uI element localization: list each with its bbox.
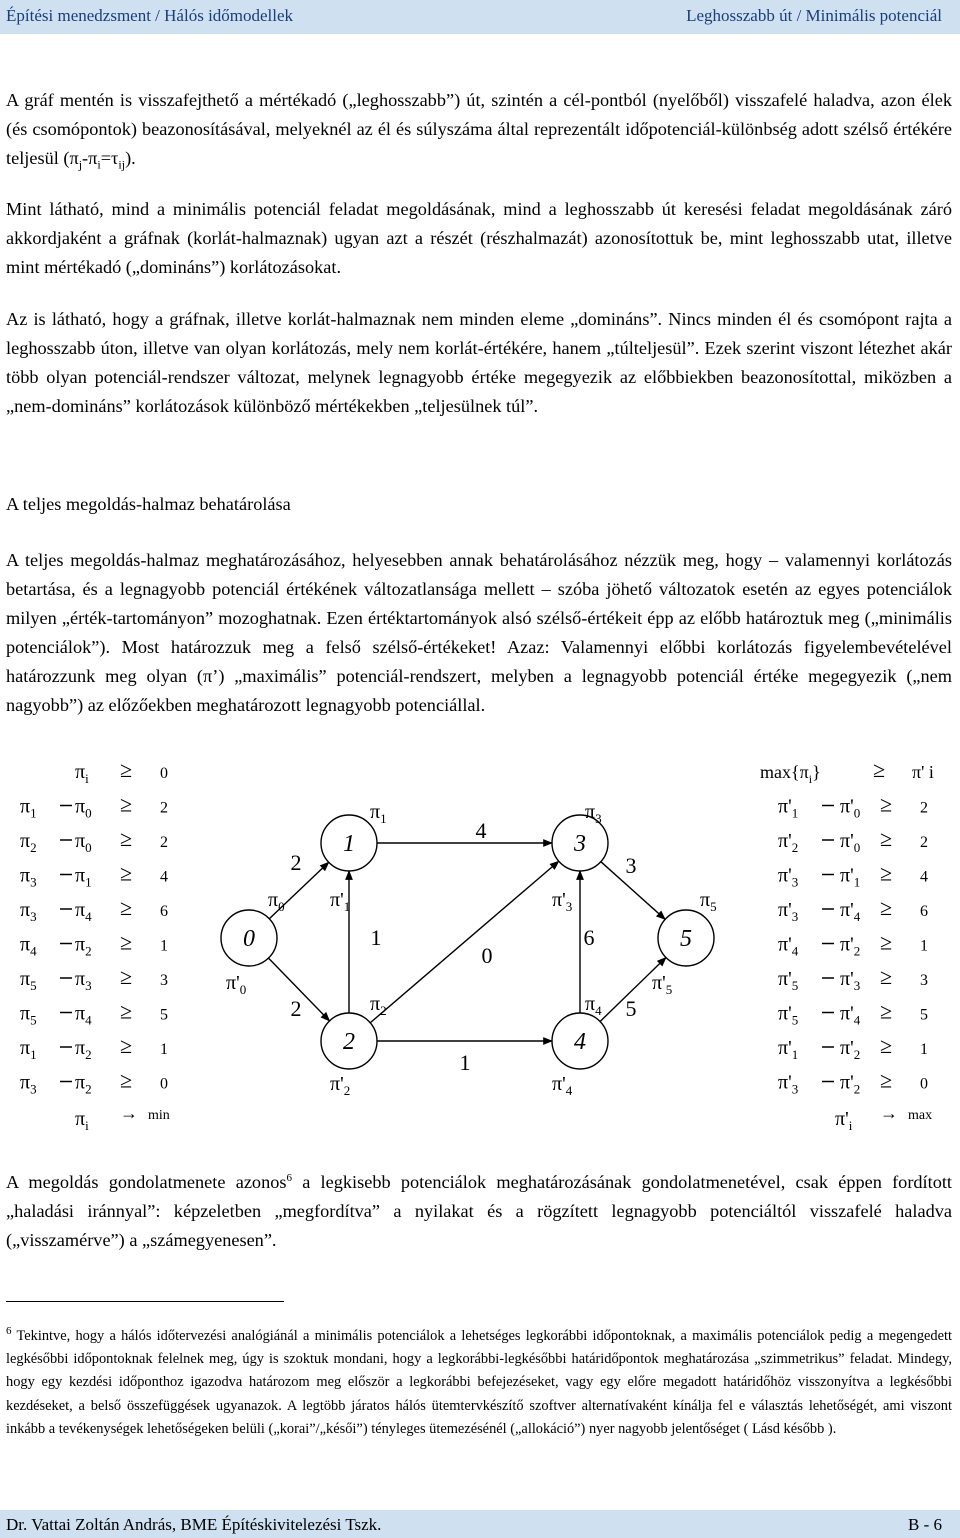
right-row-geq: ≥ (880, 791, 893, 817)
left-row-geq: ≥ (120, 998, 133, 1024)
edge-weight: 2 (290, 996, 302, 1021)
page-header (0, 0, 960, 34)
left-row-a: $\pi_1$ (20, 1037, 37, 1062)
right-row-a: $\pi'_4$ (778, 933, 799, 959)
left-header-geq: ≥ (120, 757, 133, 782)
paragraph-5: A megoldás gondolatmenete azonos$^6$ a legkisebb potenciálok meghatározásának gondolatmenetével, csak éppen fordított „haladási iránnyal”: képzeletben „megfordítva” a nyilakat és a rögzített legnagyobb potenciáltól visszafelé haladva („visszamérve”) a „számegyenesen”. (6, 1172, 953, 1251)
left-row-geq: ≥ (120, 929, 133, 955)
right-row-a: $\pi'_1$ (778, 1037, 799, 1062)
right-row-geq: ≥ (880, 1067, 893, 1093)
right-footer-pi: $\pi'_i$ (835, 1108, 853, 1133)
left-row-val: 0 (160, 1075, 168, 1093)
right-row-geq: ≥ (880, 860, 893, 886)
paragraph-3: Az is látható, hogy a gráfnak, illetve korlát-halmaznak nem minden eleme „domináns”. Nincs minden él és csomópont rajta a leghosszabb úton, illetve van olyan korlátozás, mely nem korlát-értékére, hanem „túlteljesül”. Ezek szerint viszont létezhet akár több olyan potenciál-rendszer változat, melynek legnagyobb értéke megegyezik az előbbiekben beazonosítottal, miközben a „nem-domináns” korlátozások különböző mértékekben „teljesülnek túl”. (6, 309, 952, 416)
node-pi-prime-label: $\pi'_5$ (652, 972, 673, 997)
left-row-b: $\pi_1$ (75, 864, 92, 890)
right-row-val: 1 (920, 937, 928, 955)
edge-weight: 3 (625, 853, 637, 878)
edge-weight: 6 (583, 925, 595, 950)
node-pi-label: $\pi_2$ (370, 993, 387, 1018)
left-row-b: $\pi_4$ (75, 899, 92, 924)
footer-left: Dr. Vattai Zoltán András, BME Építéskivitelezési Tszk. (6, 1515, 382, 1534)
edge-weight: 0 (481, 943, 493, 968)
left-row-val: 4 (160, 868, 168, 886)
right-row-b: $\pi'_1$ (840, 864, 861, 890)
left-row-val: 2 (160, 799, 168, 817)
right-row-val: 0 (920, 1075, 928, 1093)
left-header-lhs: $\pi_i$ (75, 761, 89, 786)
left-row-a: $\pi_4$ (20, 933, 37, 959)
footnote: $^6$ Tekintve, hogy a hálós időtervezési analógiánál a minimális potenciálok a lehetséges legkorábbi időpontoknak, a maximális potenciálok pedig a megengedett legkésőbbi időpontoknak felelnek meg, úgy is szoktuk mondani, hogy a legkorábbi-legkésőbbi határidőpontok meghatározása „szimmetrikus” feladat. Mindegy, hogy egy kezdési időponthoz igazodva határozom meg először a legkorábbi befejezéseket, vagy egy előre megadott határidőhöz visszonyítva a legkésőbbi kezdéseket, a belső összefüggések ugyanazok. A legtöbb járatos hálós ütemtervkészítő szoftver alternatívaként kínálja fel e választás lehetőségét, ami viszont inkább a tevékenységek lehetőségeken belüli („korai”/„késői”) tényleges ütemezésénél („allokáció”) nyer nagyobb jelentőséget ( Lásd később ). (6, 1325, 952, 1437)
node-pi-prime-label: $\pi'_1$ (330, 889, 351, 914)
right-row-geq: ≥ (880, 895, 893, 920)
right-row-b: $\pi'_0$ (840, 795, 861, 821)
graph-node-label: 5 (680, 926, 692, 952)
right-footer-arrow: → (880, 1103, 898, 1123)
left-row-geq: ≥ (120, 895, 133, 920)
node-pi-prime-label: $\pi'_3$ (552, 889, 573, 914)
graph-node-label: 3 (574, 831, 586, 857)
right-row-a: $\pi'_3$ (778, 899, 799, 924)
node-pi-label: $\pi_3$ (585, 801, 602, 826)
node-pi-prime-label: $\pi'_2$ (330, 1073, 351, 1098)
right-row-a: $\pi'_5$ (778, 1002, 799, 1028)
left-row-a: $\pi_5$ (20, 968, 37, 993)
paragraph-4: A teljes megoldás-halmaz meghatározásához, helyesebben annak behatárolásához nézzük meg, hogy – valamennyi korlátozás betartása, és a legnagyobb potenciál értékének változatlansága mellett – szóba jöhető változatok esetén az egyes potenciálok milyen „érték-tartományon” mozoghatnak. Ezen értéktartományok alsó szélső-értékeit épp az előbb határoztuk meg („minimális potenciálok”). Most határozzuk meg a felső szélső-értékeket! Azaz: Valamennyi előbbi korlátozás figyelembevételével határozzunk meg olyan (π’) „maximális” potenciál-rendszert, melyben a legnagyobb potenciál értéke megegyezik („nem nagyobb”) az előzőekben meghatározott legnagyobb potenciállal. (6, 550, 952, 715)
right-row-a: $\pi'_3$ (778, 1071, 799, 1097)
left-footer-word: min (148, 1108, 170, 1123)
left-row-geq: ≥ (120, 964, 133, 989)
header-right: Leghosszabb út / Minimális potenciál (686, 6, 942, 25)
left-row-geq: ≥ (120, 860, 133, 886)
left-row-b: $\pi_3$ (75, 968, 92, 993)
right-row-b: $\pi'_4$ (840, 899, 861, 924)
edge-weight: 1 (370, 925, 382, 950)
edge-weight: 5 (625, 996, 637, 1021)
left-row-b: $\pi_2$ (75, 1071, 92, 1097)
node-pi-label: $\pi_1$ (370, 801, 387, 826)
right-row-val: 2 (920, 799, 928, 817)
left-row-b: $\pi_4$ (75, 1002, 92, 1028)
right-header-max: $\max\{\pi_i\}$ (760, 762, 821, 786)
paragraph-1: A gráf mentén is visszafejthető a mértékadó („leghosszabb”) út, szintén a cél-pontból (nyelőből) visszafelé haladva, azon élek (és csomópontok) beazonosításával, melyeknél az él és súlyszáma által reprezentált időpotenciál-különbség adott szélső értékére teljesül $(\pi_j-\pi_i=\tau_{ij})$. (6, 90, 952, 172)
left-row-geq: ≥ (120, 791, 133, 817)
left-row-geq: ≥ (120, 1067, 133, 1093)
graph-node-label: 2 (343, 1029, 355, 1055)
header-left: Építési menedzsment / Hálós időmodellek (6, 6, 294, 25)
left-header-val: 0 (160, 765, 168, 782)
left-row-a: $\pi_3$ (20, 1071, 37, 1097)
left-footer-arrow: → (120, 1103, 138, 1123)
right-row-val: 2 (920, 834, 928, 851)
left-row-val: 1 (160, 1041, 168, 1058)
left-row-a: $\pi_3$ (20, 864, 37, 890)
right-row-b: $\pi'_0$ (840, 830, 861, 855)
left-row-val: 5 (160, 1006, 168, 1024)
right-row-geq: ≥ (880, 929, 893, 955)
right-row-b: $\pi'_2$ (840, 933, 861, 959)
right-row-a: $\pi'_1$ (778, 795, 799, 821)
left-row-val: 6 (160, 903, 168, 920)
left-row-a: $\pi_3$ (20, 899, 37, 924)
right-row-geq: ≥ (880, 1033, 893, 1058)
right-row-val: 3 (920, 972, 928, 989)
section-heading: A teljes megoldás-halmaz behatárolása (6, 494, 291, 514)
left-row-val: 2 (160, 834, 168, 851)
edge-weight: 2 (290, 850, 302, 875)
node-pi-prime-label: $\pi'_0$ (226, 972, 247, 997)
edge-weight: 4 (475, 818, 487, 843)
left-row-b: $\pi_0$ (75, 795, 92, 821)
node-pi-prime-label: $\pi'_4$ (552, 1073, 573, 1098)
right-header-rhs: π' i (912, 762, 934, 782)
node-pi-label: $\pi_0$ (268, 889, 285, 914)
right-row-a: $\pi'_5$ (778, 968, 799, 993)
edge-weight: 1 (459, 1050, 471, 1075)
right-row-b: $\pi'_2$ (840, 1071, 861, 1097)
left-row-geq: ≥ (120, 826, 133, 851)
right-footer-word: max (908, 1108, 933, 1123)
potential-figure (0, 748, 960, 1148)
right-row-a: $\pi'_3$ (778, 864, 799, 890)
right-row-b: $\pi'_4$ (840, 1002, 861, 1028)
right-row-val: 1 (920, 1041, 928, 1058)
left-row-a: $\pi_5$ (20, 1002, 37, 1028)
graph-node-label: 1 (343, 831, 355, 857)
right-row-geq: ≥ (880, 826, 893, 851)
right-row-geq: ≥ (880, 964, 893, 989)
right-row-val: 5 (920, 1006, 928, 1024)
graph-edge (370, 861, 558, 1023)
footnote-divider (6, 1301, 284, 1302)
left-footer-pi: $\pi_i$ (75, 1108, 89, 1133)
node-pi-label: $\pi_4$ (585, 993, 602, 1018)
left-row-geq: ≥ (120, 1033, 133, 1058)
right-row-a: $\pi'_2$ (778, 830, 799, 855)
node-pi-label: $\pi_5$ (700, 889, 717, 914)
graph-node-label: 4 (574, 1029, 586, 1055)
left-row-val: 3 (160, 972, 168, 989)
footer-right: B - 6 (908, 1515, 942, 1534)
footnote-ref: 6 (286, 1172, 292, 1184)
paragraph-2: Mint látható, mind a minimális potenciál feladat megoldásának, mind a leghosszabb út keresési feladat megoldásának záró akkordjaként a gráfnak (korlát-halmaznak) ugyan azt a részét (részhalmazát) azonosítottuk be, mint leghosszabb utat, illetve mint mértékadó („domináns”) korlátozásokat. (6, 199, 952, 277)
right-row-geq: ≥ (880, 998, 893, 1024)
right-row-b: $\pi'_2$ (840, 1037, 861, 1062)
right-header-geq: ≥ (873, 757, 886, 782)
left-row-b: $\pi_2$ (75, 933, 92, 959)
left-row-b: $\pi_0$ (75, 830, 92, 855)
right-row-val: 4 (920, 868, 928, 886)
right-row-b: $\pi'_3$ (840, 968, 861, 993)
page-footer (0, 1510, 960, 1538)
left-row-b: $\pi_2$ (75, 1037, 92, 1062)
left-row-a: $\pi_1$ (20, 795, 37, 821)
left-row-val: 1 (160, 937, 168, 955)
right-row-val: 6 (920, 903, 928, 920)
left-row-a: $\pi_2$ (20, 830, 37, 855)
graph-node-label: 0 (243, 926, 255, 952)
